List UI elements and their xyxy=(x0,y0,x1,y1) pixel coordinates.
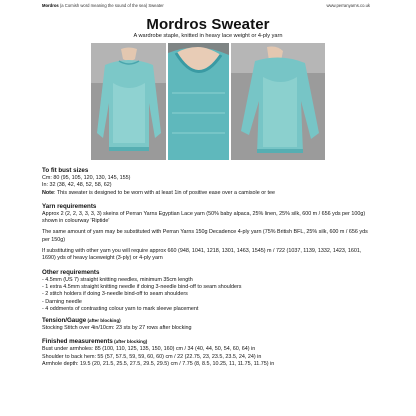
yarn-paragraph-3: If substituting with other yarn you will require approx 660 (948, 1041, 1218, 1301, 1463, 1545) m / 722 (1037, 1139, 1332, 1423, 1601, 1690) yds of heavy laceweight (3-ply) or 4-ply yarn xyxy=(42,248,362,262)
photo-side-view xyxy=(231,43,325,160)
measurement-line: Shoulder to back hem: 55 (57, 57.5, 59, 59, 60, 60) cm / 22 (22.75, 23, 23.5, 23.5, 24, 24) in xyxy=(42,353,262,360)
finished-heading-text: Finished measurements xyxy=(42,338,113,346)
list-item: - 4.5mm (US 7) straight knitting needles, minimum 35cm length xyxy=(42,276,193,283)
tension-heading-text: Tension/Gauge xyxy=(42,317,87,325)
finished-measurements-heading xyxy=(42,338,370,346)
page-subtitle: A wardrobe staple, knitted in heavy lace weight or 4-ply yarn xyxy=(133,33,283,39)
list-item: - Darning needle xyxy=(42,298,82,305)
measurement-line: Bust under armholes: 85 (100, 110, 125, 135, 150, 160) cm / 34 (40, 44, 50, 54, 60, 64) in xyxy=(42,346,256,353)
photo-front-view xyxy=(91,43,166,160)
tension-section xyxy=(42,317,370,332)
photo-neckline-detail xyxy=(168,43,228,160)
note-text: : This sweater is designed to be worn with at least 1in of positive ease over a camisole or tee xyxy=(53,189,276,196)
header-pattern-name: Mordros xyxy=(42,3,59,8)
header-left xyxy=(42,3,164,8)
note-label: Note xyxy=(42,189,54,196)
tension-text: Stocking Stitch over 4in/10cm: 23 sts by 27 rows after blocking xyxy=(42,325,192,332)
yarn-paragraph-2: The same amount of yarn may be substituted with Perran Yarns 150g Decadence 4-ply yarn (75% British BFL, 25% silk, 600 m / 656 yds per 150g) xyxy=(42,229,368,243)
yarn-requirements-heading: Yarn requirements xyxy=(42,202,97,210)
bust-sizes-in: In: 32 (38, 42, 48, 52, 58, 62) xyxy=(42,182,112,189)
bust-sizes-section xyxy=(42,167,370,197)
finished-heading-qualifier: (after blocking) xyxy=(112,339,148,345)
photo-strip xyxy=(91,43,325,160)
other-requirements-heading: Other requirements xyxy=(42,268,100,276)
finished-measurements-section xyxy=(42,338,370,368)
list-item: - 4 oddments of contrasting colour yarn to mark sleeve placement xyxy=(42,305,199,312)
list-item: - 1 extra 4.5mm straight knitting needle if doing 3-needle bind-off to seam shoulders xyxy=(42,283,242,290)
other-requirements-section xyxy=(42,269,370,313)
yarn-requirements-section xyxy=(42,203,370,263)
list-item: - 2 stitch holders if doing 3-needle bind-off to seam shoulders xyxy=(42,291,188,298)
tension-heading xyxy=(42,317,370,325)
pattern-content xyxy=(42,167,370,368)
measurement-line: Armhole depth: 19.5 (20, 21.5, 25.5, 27.5, 29.5, 29.5) cm / 7.75 (8, 8.5, 10.25, 11, 11.75, 11.75) in xyxy=(42,361,275,368)
page-title: Mordros Sweater xyxy=(146,16,270,33)
bust-sizes-cm: Cm: 80 (95, 105, 120, 130, 145, 155) xyxy=(42,175,131,181)
yarn-paragraph-1: Approx 2 (2, 2, 3, 3, 3, 3) skeins of Perran Yarns Egyptian Lace yarn (50% baby alpaca, 25% linen, 25% silk, 600 m / 656 yds per 100g) shown in colourway 'Riptide' xyxy=(42,210,366,225)
other-requirements-list xyxy=(42,277,370,313)
header-website[interactable]: www.perranyarns.co.uk xyxy=(326,3,370,8)
bust-sizes-heading: To fit bust sizes xyxy=(42,167,89,174)
page-header xyxy=(42,3,370,11)
header-description: (a Cornish word meaning the sound of the sea) Sweater xyxy=(58,3,164,8)
bust-sizes-note xyxy=(42,190,370,197)
tension-heading-qualifier: (after blocking) xyxy=(86,318,121,324)
